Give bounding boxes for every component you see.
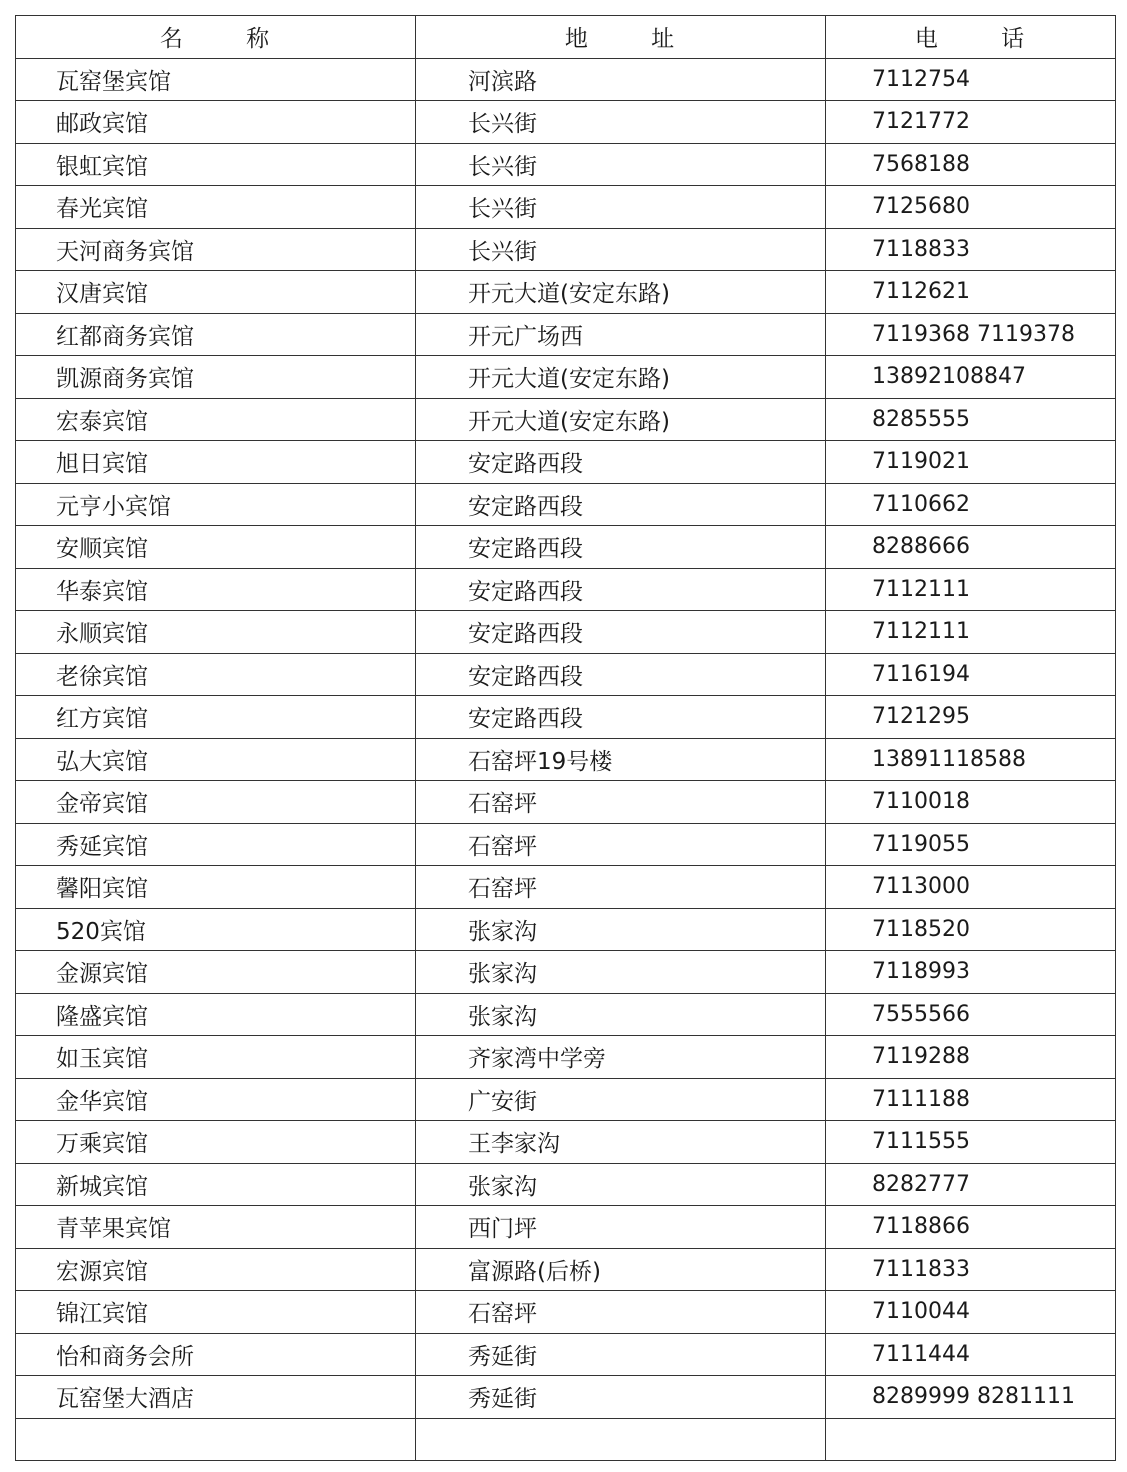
hotel-phone-cell: 7118833 — [826, 228, 1116, 271]
table-row — [16, 611, 1116, 654]
hotel-name-cell: 金源宾馆 — [16, 951, 416, 994]
hotel-address-cell: 开元大道(安定东路) — [416, 271, 826, 314]
hotel-phone-cell: 8289999 8281111 — [826, 1376, 1116, 1419]
hotel-phone-cell: 7111188 — [826, 1078, 1116, 1121]
table-row — [16, 313, 1116, 356]
hotel-address-cell: 长兴街 — [416, 143, 826, 186]
hotel-address-cell: 安定路西段 — [416, 441, 826, 484]
hotel-name-cell: 红都商务宾馆 — [16, 313, 416, 356]
table-row — [16, 1248, 1116, 1291]
hotel-name-cell: 永顺宾馆 — [16, 611, 416, 654]
table-row — [16, 1163, 1116, 1206]
column-header-name — [16, 16, 416, 59]
hotel-address-cell: 秀延街 — [416, 1333, 826, 1376]
hotel-address-cell: 安定路西段 — [416, 526, 826, 569]
table-row — [16, 1418, 1116, 1461]
table-row — [16, 101, 1116, 144]
hotel-name-cell: 怡和商务会所 — [16, 1333, 416, 1376]
hotel-address-cell: 开元大道(安定东路) — [416, 398, 826, 441]
hotel-address-cell: 石窑坪19号楼 — [416, 738, 826, 781]
hotel-address-cell: 西门坪 — [416, 1206, 826, 1249]
table-body — [16, 58, 1116, 1461]
hotel-name-cell: 宏源宾馆 — [16, 1248, 416, 1291]
hotel-address-cell: 秀延街 — [416, 1376, 826, 1419]
table-row — [16, 186, 1116, 229]
hotel-phone-cell: 7119021 — [826, 441, 1116, 484]
table-row — [16, 483, 1116, 526]
hotel-address-cell: 石窑坪 — [416, 866, 826, 909]
hotel-address-cell: 石窑坪 — [416, 823, 826, 866]
hotel-address-cell: 张家沟 — [416, 951, 826, 994]
hotel-name-cell: 如玉宾馆 — [16, 1036, 416, 1079]
table-row — [16, 228, 1116, 271]
hotel-phone-cell: 7111444 — [826, 1333, 1116, 1376]
hotel-name-cell: 弘大宾馆 — [16, 738, 416, 781]
hotel-address-cell: 石窑坪 — [416, 781, 826, 824]
hotel-name-cell: 520宾馆 — [16, 908, 416, 951]
hotel-name-cell: 万乘宾馆 — [16, 1121, 416, 1164]
table-row — [16, 1121, 1116, 1164]
hotel-address-cell: 安定路西段 — [416, 696, 826, 739]
hotel-phone-cell: 7121295 — [826, 696, 1116, 739]
table-row — [16, 1376, 1116, 1419]
table-row — [16, 356, 1116, 399]
hotel-name-cell: 红方宾馆 — [16, 696, 416, 739]
hotel-phone-cell: 7118866 — [826, 1206, 1116, 1249]
hotel-address-cell: 安定路西段 — [416, 568, 826, 611]
hotel-phone-cell: 8285555 — [826, 398, 1116, 441]
table-row — [16, 993, 1116, 1036]
hotel-address-cell: 河滨路 — [416, 58, 826, 101]
hotel-phone-cell: 7568188 — [826, 143, 1116, 186]
column-header-phone — [826, 16, 1116, 59]
hotel-address-cell: 安定路西段 — [416, 611, 826, 654]
hotel-phone-cell: 7110044 — [826, 1291, 1116, 1334]
hotel-phone-cell: 8288666 — [826, 526, 1116, 569]
hotel-name-cell: 金华宾馆 — [16, 1078, 416, 1121]
hotel-name-cell: 瓦窑堡大酒店 — [16, 1376, 416, 1419]
table-row — [16, 823, 1116, 866]
hotel-address-cell: 广安街 — [416, 1078, 826, 1121]
column-header-name-text: 名 称 — [159, 26, 272, 53]
hotel-phone-cell: 7112621 — [826, 271, 1116, 314]
table-row — [16, 58, 1116, 101]
hotel-name-cell: 安顺宾馆 — [16, 526, 416, 569]
hotel-name-cell: 元亨小宾馆 — [16, 483, 416, 526]
table-row — [16, 951, 1116, 994]
hotel-address-cell: 安定路西段 — [416, 653, 826, 696]
table-row — [16, 908, 1116, 951]
hotel-phone-cell: 7111833 — [826, 1248, 1116, 1291]
hotel-phone-cell: 7119055 — [826, 823, 1116, 866]
hotel-name-cell: 瓦窑堡宾馆 — [16, 58, 416, 101]
hotel-address-cell: 长兴街 — [416, 228, 826, 271]
hotel-name-cell — [16, 1418, 416, 1461]
table-row — [16, 1036, 1116, 1079]
hotel-phone-cell: 8282777 — [826, 1163, 1116, 1206]
hotel-phone-cell: 7110662 — [826, 483, 1116, 526]
hotel-address-cell: 长兴街 — [416, 186, 826, 229]
hotel-phone-cell: 7119288 — [826, 1036, 1116, 1079]
hotel-phone-cell: 7113000 — [826, 866, 1116, 909]
hotel-address-cell: 石窑坪 — [416, 1291, 826, 1334]
column-header-phone-text: 电 话 — [914, 26, 1027, 53]
hotel-address-cell: 张家沟 — [416, 993, 826, 1036]
hotel-phone-cell — [826, 1418, 1116, 1461]
hotel-phone-cell: 7110018 — [826, 781, 1116, 824]
table-row — [16, 653, 1116, 696]
table-row — [16, 696, 1116, 739]
hotel-phone-cell: 7118993 — [826, 951, 1116, 994]
hotel-phone-cell: 7112111 — [826, 611, 1116, 654]
table-row — [16, 738, 1116, 781]
hotel-address-cell: 开元广场西 — [416, 313, 826, 356]
hotel-name-cell: 馨阳宾馆 — [16, 866, 416, 909]
table-header-row — [16, 16, 1116, 59]
hotel-name-cell: 旭日宾馆 — [16, 441, 416, 484]
hotel-phone-cell: 13892108847 — [826, 356, 1116, 399]
hotel-name-cell: 金帝宾馆 — [16, 781, 416, 824]
hotel-name-cell: 宏泰宾馆 — [16, 398, 416, 441]
table-row — [16, 866, 1116, 909]
hotel-address-cell: 张家沟 — [416, 1163, 826, 1206]
hotel-name-cell: 银虹宾馆 — [16, 143, 416, 186]
table-row — [16, 781, 1116, 824]
hotel-address-cell: 长兴街 — [416, 101, 826, 144]
hotel-phone-cell: 7116194 — [826, 653, 1116, 696]
hotel-name-cell: 华泰宾馆 — [16, 568, 416, 611]
table-row — [16, 271, 1116, 314]
hotel-address-cell: 富源路(后桥) — [416, 1248, 826, 1291]
hotel-phone-cell: 7119368 7119378 — [826, 313, 1116, 356]
hotel-phone-cell: 7555566 — [826, 993, 1116, 1036]
table-row — [16, 526, 1116, 569]
hotel-directory-table — [15, 15, 1116, 1461]
hotel-phone-cell: 7111555 — [826, 1121, 1116, 1164]
hotel-address-cell: 王李家沟 — [416, 1121, 826, 1164]
hotel-name-cell: 新城宾馆 — [16, 1163, 416, 1206]
hotel-name-cell: 天河商务宾馆 — [16, 228, 416, 271]
table-row — [16, 398, 1116, 441]
table-row — [16, 143, 1116, 186]
hotel-phone-cell: 7121772 — [826, 101, 1116, 144]
hotel-name-cell: 锦江宾馆 — [16, 1291, 416, 1334]
hotel-name-cell: 秀延宾馆 — [16, 823, 416, 866]
hotel-phone-cell: 7112111 — [826, 568, 1116, 611]
hotel-phone-cell: 7112754 — [826, 58, 1116, 101]
hotel-phone-cell: 13891118588 — [826, 738, 1116, 781]
hotel-name-cell: 汉唐宾馆 — [16, 271, 416, 314]
hotel-address-cell — [416, 1418, 826, 1461]
table-row — [16, 1333, 1116, 1376]
table-row — [16, 441, 1116, 484]
table-row — [16, 1206, 1116, 1249]
hotel-name-cell: 邮政宾馆 — [16, 101, 416, 144]
table-row — [16, 568, 1116, 611]
hotel-name-cell: 青苹果宾馆 — [16, 1206, 416, 1249]
hotel-name-cell: 隆盛宾馆 — [16, 993, 416, 1036]
column-header-address-text: 地 址 — [564, 26, 677, 53]
hotel-address-cell: 齐家湾中学旁 — [416, 1036, 826, 1079]
hotel-name-cell: 老徐宾馆 — [16, 653, 416, 696]
hotel-phone-cell: 7118520 — [826, 908, 1116, 951]
hotel-address-cell: 张家沟 — [416, 908, 826, 951]
table-row — [16, 1291, 1116, 1334]
table-row — [16, 1078, 1116, 1121]
column-header-address — [416, 16, 826, 59]
hotel-phone-cell: 7125680 — [826, 186, 1116, 229]
hotel-address-cell: 开元大道(安定东路) — [416, 356, 826, 399]
hotel-name-cell: 春光宾馆 — [16, 186, 416, 229]
hotel-address-cell: 安定路西段 — [416, 483, 826, 526]
hotel-name-cell: 凯源商务宾馆 — [16, 356, 416, 399]
